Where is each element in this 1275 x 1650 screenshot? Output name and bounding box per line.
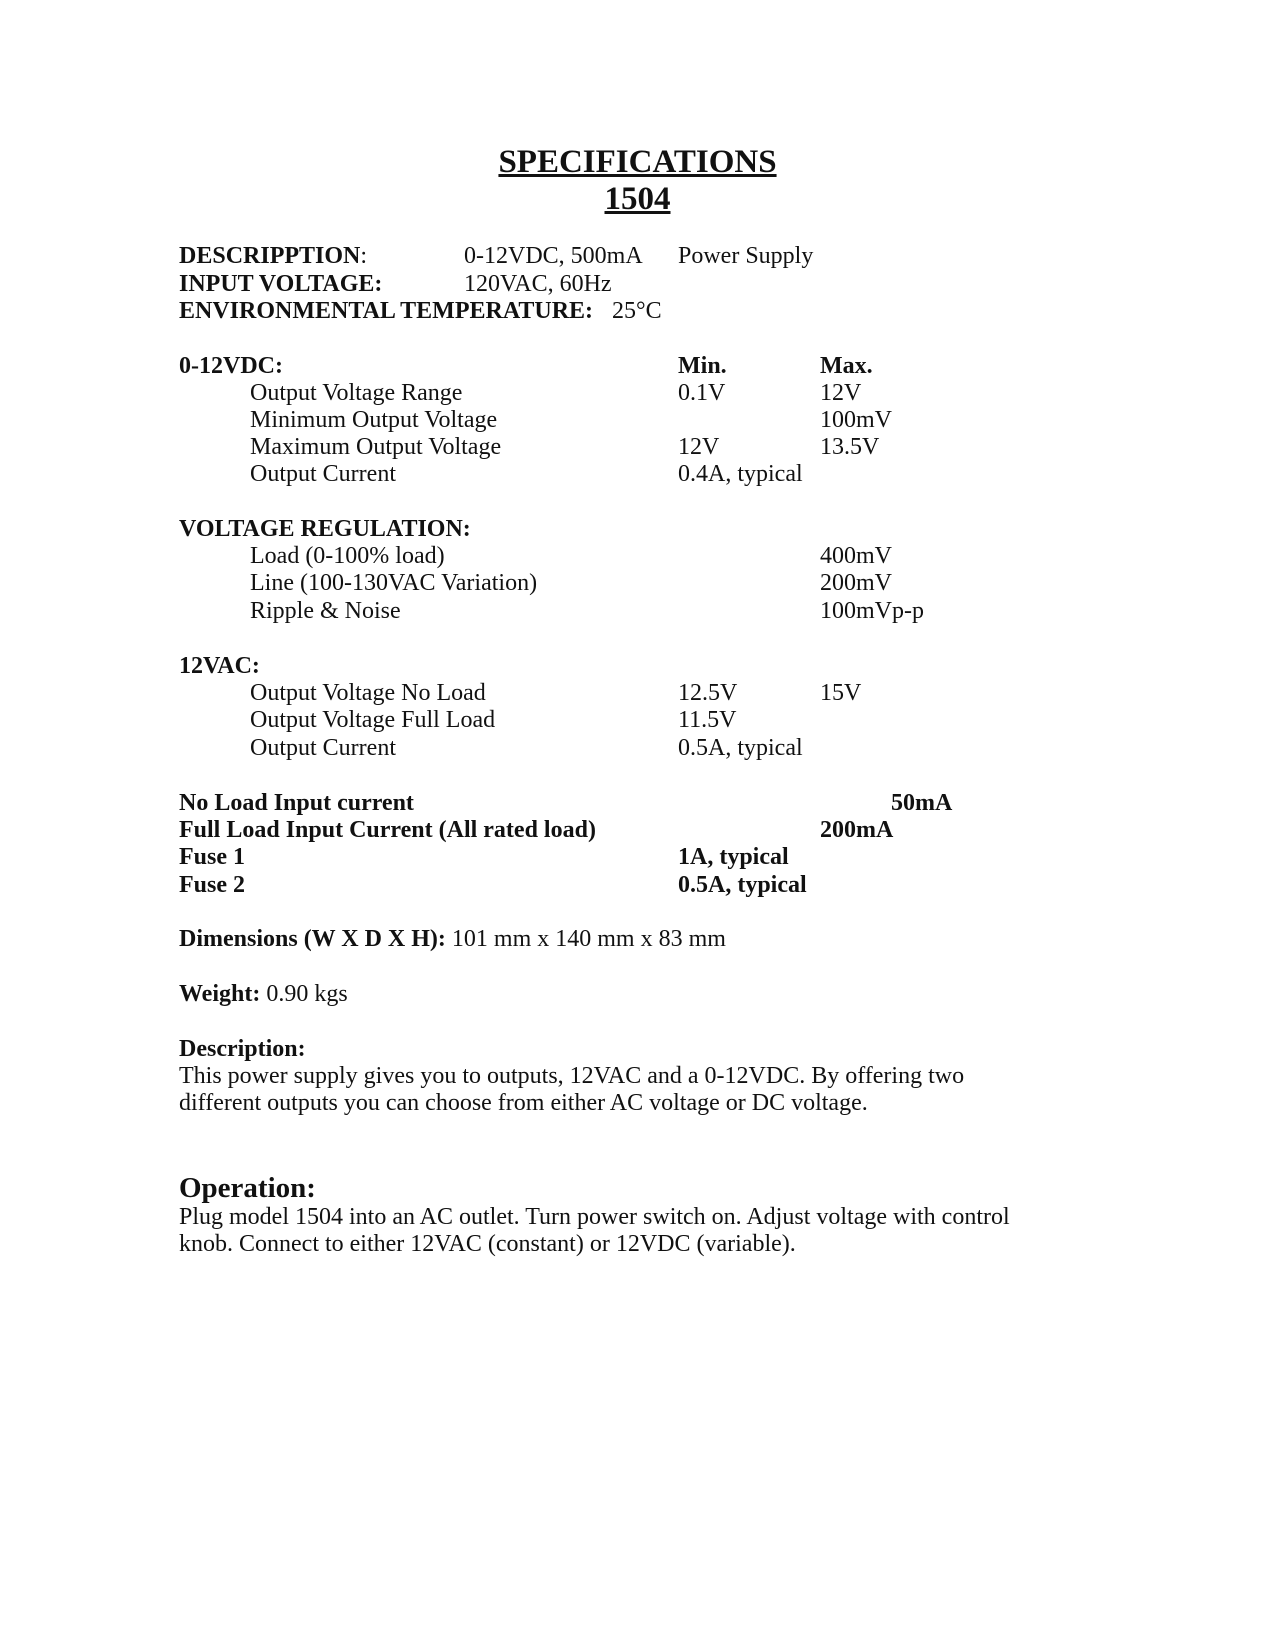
- spec-row-max: 13.5V: [820, 434, 880, 460]
- description-label: DESCRIPPTION:: [179, 243, 368, 269]
- dimensions-line: [179, 925, 726, 953]
- spec-row-label: Minimum Output Voltage: [250, 407, 498, 433]
- model-number: 1504: [604, 181, 671, 217]
- spec-row-min: 12.5V: [678, 680, 738, 706]
- spec-row-label: Load (0-100% load): [250, 543, 445, 569]
- input-voltage-label: INPUT VOLTAGE:: [179, 271, 383, 297]
- operation-text-line: knob. Connect to either 12VAC (constant) or 12VDC (variable).: [179, 1231, 796, 1257]
- operation-text-line: Plug model 1504 into an AC outlet. Turn power switch on. Adjust voltage with control: [179, 1204, 1010, 1230]
- page-title: SPECIFICATIONS: [498, 144, 777, 180]
- spec-row-label: Output Current: [250, 735, 396, 761]
- weight-line: [179, 980, 348, 1008]
- spec-row-label: Output Voltage No Load: [250, 680, 486, 706]
- no-load-value: 50mA: [891, 790, 953, 816]
- spec-row-label: Output Current: [250, 461, 396, 487]
- spec-row-label: Ripple & Noise: [250, 598, 401, 624]
- no-load-label: No Load Input current: [179, 790, 414, 816]
- min-column-header: Min.: [678, 353, 727, 379]
- fuse1-label: Fuse 1: [179, 844, 245, 870]
- dimensions-label: Dimensions (W X D X H):: [179, 926, 446, 952]
- spec-row-min: 0.1V: [678, 380, 726, 406]
- regulation-section-heading: VOLTAGE REGULATION:: [179, 516, 471, 542]
- description-heading: Description:: [179, 1036, 306, 1062]
- spec-row-max: 100mV: [820, 407, 892, 433]
- fuse2-value: 0.5A, typical: [678, 872, 807, 898]
- full-load-label: Full Load Input Current (All rated load): [179, 817, 596, 843]
- spec-row-min: 0.5A, typical: [678, 735, 803, 761]
- dimensions-value: 101 mm x 140 mm x 83 mm: [451, 926, 726, 952]
- description-value: 0-12VDC, 500mA: [464, 243, 643, 269]
- input-voltage-value: 120VAC, 60Hz: [464, 271, 612, 297]
- spec-row-min: 0.4A, typical: [678, 461, 803, 487]
- spec-row-label: Maximum Output Voltage: [250, 434, 502, 460]
- env-temp-value: 25°C: [612, 298, 662, 324]
- spec-row-label: Output Voltage Full Load: [250, 707, 496, 733]
- description-type: Power Supply: [678, 243, 814, 269]
- spec-row-max: 100mVp-p: [820, 598, 924, 624]
- description-text-line: different outputs you can choose from either AC voltage or DC voltage.: [179, 1090, 868, 1116]
- spec-row-max: 200mV: [820, 570, 892, 596]
- spec-row-label: Output Voltage Range: [250, 380, 463, 406]
- description-text-line: This power supply gives you to outputs, 12VAC and a 0-12VDC. By offering two: [179, 1063, 965, 1089]
- operation-heading: Operation:: [179, 1172, 316, 1204]
- weight-value: 0.90 kgs: [266, 981, 348, 1007]
- spec-row-min: 12V: [678, 434, 720, 460]
- max-column-header: Max.: [820, 353, 873, 379]
- fuse1-value: 1A, typical: [678, 844, 789, 870]
- spec-row-max: 12V: [820, 380, 862, 406]
- dc-section-heading: 0-12VDC:: [179, 353, 283, 379]
- full-load-value: 200mA: [820, 817, 894, 843]
- weight-label: Weight:: [179, 981, 261, 1007]
- ac-section-heading: 12VAC:: [179, 653, 260, 679]
- spec-row-max: 400mV: [820, 543, 892, 569]
- fuse2-label: Fuse 2: [179, 872, 245, 898]
- spec-row-label: Line (100-130VAC Variation): [250, 570, 538, 596]
- spec-row-min: 11.5V: [678, 707, 737, 733]
- spec-row-max: 15V: [820, 680, 862, 706]
- env-temp-label: ENVIRONMENTAL TEMPERATURE:: [179, 298, 594, 324]
